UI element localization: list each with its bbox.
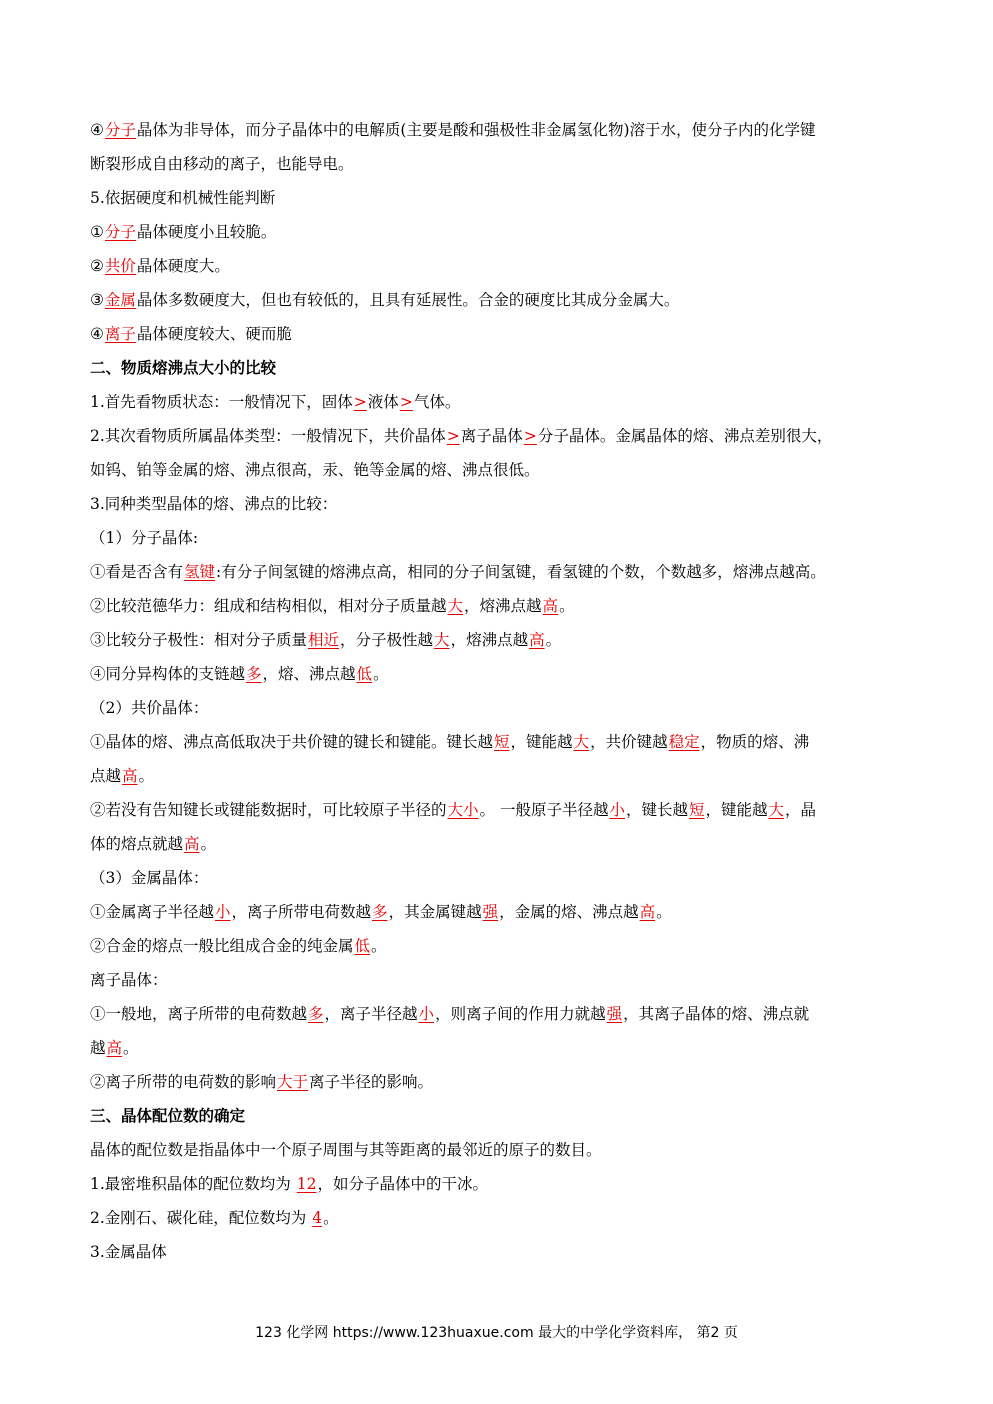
text-segment: 。 [559,597,575,615]
text-line [90,249,920,283]
text-segment: ①金属离子半径越 [90,903,215,921]
text-segment: 二、物质熔沸点大小的比较 [90,358,277,377]
answer-blank: 多 [308,1005,324,1023]
text-line [90,215,920,249]
answer-blank: 多 [372,903,388,921]
text-segment: ，则离子间的作用力就越 [435,1005,606,1023]
text-segment: 越 [90,1039,106,1057]
text-segment: ，熔、沸点越 [262,665,356,683]
answer-blank: 大 [447,597,464,615]
answer-blank: 大 [768,801,785,819]
text-line [90,1167,920,1201]
text-segment: 。 [545,631,562,649]
text-line [90,793,920,827]
text-line [90,1065,920,1099]
text-segment: ，离子所带电荷数越 [231,903,372,921]
text-segment: 气体。 [413,393,461,411]
text-segment: ，共价键越 [590,733,668,751]
text-segment: 3.同种类型晶体的熔、沸点的比较： [90,495,338,513]
answer-blank: 高 [184,835,200,853]
text-segment: ④ [90,121,104,139]
text-line [90,623,920,657]
text-line [90,283,920,317]
answer-blank: 相近 [308,631,340,649]
answer-blank: 大 [573,733,590,751]
text-line [90,1235,920,1269]
text-segment: ，物质的熔、沸 [700,733,810,751]
text-segment: ①一般地，离子所带的电荷数越 [90,1005,308,1023]
text-segment: ②合金的熔点一般比组成合金的纯金属 [90,937,354,955]
text-line [90,657,920,691]
answer-blank: 4 [312,1209,323,1227]
text-segment: 。 [123,1039,139,1057]
text-line [90,691,920,725]
text-segment: ，熔沸点越 [450,631,529,649]
answer-blank: 低 [356,665,373,683]
text-segment: ，金属的熔、沸点越 [499,903,639,921]
text-segment: ②若没有告知键长或键能数据时，可比较原子半径的 [90,801,447,819]
text-segment: 离子晶体： [90,971,168,989]
answer-blank: 高 [542,597,559,615]
text-segment: ②离子所带的电荷数的影响 [90,1073,277,1091]
text-line [90,963,920,997]
text-segment: :有分子间氢键的熔沸点高，相同的分子间氢键，看氢键的个数，个数越多，熔沸点越高。 [216,563,826,581]
text-segment: （1）分子晶体: [90,529,199,547]
text-line [90,1133,920,1167]
text-segment: ④同分异构体的支链越 [90,665,246,683]
text-line [90,1201,920,1235]
text-segment: ①晶体的熔、沸点高低取决于共价键的键长和键能。键长越 [90,733,494,751]
text-segment: （3）金属晶体： [90,869,209,887]
text-segment: 。 [200,835,217,853]
text-line [90,997,920,1031]
document-body [90,113,920,1269]
text-segment: 。 [371,937,387,955]
text-line [90,181,920,215]
text-segment: ，如分子晶体中的干冰。 [317,1175,488,1193]
text-line [90,589,920,623]
text-segment: 。 [323,1209,339,1227]
page-footer: 123 化学网 https://www.123huaxue.com 最大的中学化学资料库， 第2 页 [255,1325,738,1341]
text-segment: ，晶 [785,801,817,819]
answer-blank: 短 [689,801,705,819]
answer-blank: > [446,427,460,445]
text-segment: ，键能越 [705,801,768,819]
text-segment: 。 一般原子半径越 [479,801,609,819]
text-segment: 晶体硬度小且较脆。 [136,223,277,241]
answer-blank: 氢键 [184,563,216,581]
text-segment: 晶体多数硬度大，但也有较低的，且具有延展性。合金的硬度比其成分金属大。 [136,291,680,309]
answer-blank: 大 [434,631,450,649]
text-segment: 体的熔点就越 [90,835,184,853]
text-segment: ④ [90,325,104,343]
text-segment: ，键长越 [625,801,688,819]
answer-blank: 短 [494,733,510,751]
text-segment: ，离子半径越 [324,1005,418,1023]
answer-blank: 分子 [104,223,136,241]
answer-blank: 大于 [277,1073,309,1091]
text-line [90,759,920,793]
text-line [90,317,920,351]
answer-blank: 金属 [104,291,136,309]
answer-blank: 小 [609,801,625,819]
text-segment: 1.首先看物质状态：一般情况下，固体 [90,393,353,411]
answer-blank: 稳定 [668,733,700,751]
text-line [90,555,920,589]
text-segment: 晶体硬度大。 [136,257,230,275]
text-line [90,521,920,555]
text-segment: 晶体为非导体，而分子晶体中的电解质(主要是酸和强极性非金属氢化物)溶于水，使分子内的化学键 [136,121,816,139]
section-heading [90,351,920,385]
text-segment: 。 [656,903,672,921]
text-line [90,929,920,963]
answer-blank: > [353,393,367,411]
text-line [90,487,920,521]
text-segment: 分子晶体。金属晶体的熔、沸点差别很大， [537,427,833,445]
text-segment: ① [90,223,104,241]
text-line [90,385,920,419]
text-segment: 5.依据硬度和机械性能判断 [90,189,276,207]
text-segment: 离子晶体 [460,427,523,445]
section-heading [90,1099,920,1133]
text-segment: 1.最密堆积晶体的配位数均为 [90,1175,296,1193]
answer-blank: 离子 [104,325,136,343]
answer-blank: 高 [106,1039,123,1057]
answer-blank: 共价 [104,257,136,275]
answer-blank: 高 [639,903,656,921]
text-line [90,147,920,181]
text-segment: 。 [373,665,389,683]
answer-blank: > [523,427,537,445]
text-segment: ①看是否含有 [90,563,184,581]
answer-blank: 大小 [447,801,479,819]
text-segment: （2）共价晶体： [90,699,209,717]
text-segment: 液体 [367,393,399,411]
answer-blank: 多 [246,665,262,683]
text-segment: ，熔沸点越 [464,597,542,615]
text-segment: ③ [90,291,104,309]
answer-blank: 小 [215,903,231,921]
text-line [90,1031,920,1065]
text-segment: 断裂形成自由移动的离子，也能导电。 [90,155,354,173]
text-segment: 如钨、铂等金属的熔、沸点很高，汞、铯等金属的熔、沸点很低。 [90,461,540,479]
answer-blank: 小 [418,1005,435,1023]
answer-blank: 强 [606,1005,623,1023]
text-segment: ，其金属键越 [388,903,482,921]
answer-blank: > [399,393,413,411]
text-segment: 2.金刚石、碳化硅，配位数均为 [90,1209,312,1227]
text-segment: ，分子极性越 [340,631,434,649]
text-line [90,113,920,147]
text-line [90,827,920,861]
text-segment: ，键能越 [510,733,573,751]
answer-blank: 高 [122,767,138,785]
text-line [90,861,920,895]
text-segment: ②比较范德华力：组成和结构相似，相对分子质量越 [90,597,447,615]
answer-blank: 分子 [104,121,136,139]
text-segment: 晶体的配位数是指晶体中一个原子周围与其等距离的最邻近的原子的数目。 [90,1141,602,1159]
text-line [90,725,920,759]
text-segment: ，其离子晶体的熔、沸点就 [623,1005,810,1023]
text-line [90,895,920,929]
text-segment: 2.其次看物质所属晶体类型：一般情况下，共价晶体 [90,427,446,445]
text-segment: ③比较分子极性：相对分子质量 [90,631,308,649]
text-segment: 离子半径的影响。 [309,1073,434,1091]
answer-blank: 强 [482,903,499,921]
text-segment: ② [90,257,104,275]
text-line [90,419,920,453]
answer-blank: 12 [296,1175,317,1193]
text-segment: 晶体硬度较大、硬而脆 [136,325,292,343]
answer-blank: 低 [354,937,371,955]
text-segment: 三、晶体配位数的确定 [90,1106,246,1125]
text-segment: 。 [138,767,155,785]
text-segment: 点越 [90,767,122,785]
text-segment: 3.金属晶体 [90,1243,167,1261]
text-line [90,453,920,487]
answer-blank: 高 [529,631,545,649]
